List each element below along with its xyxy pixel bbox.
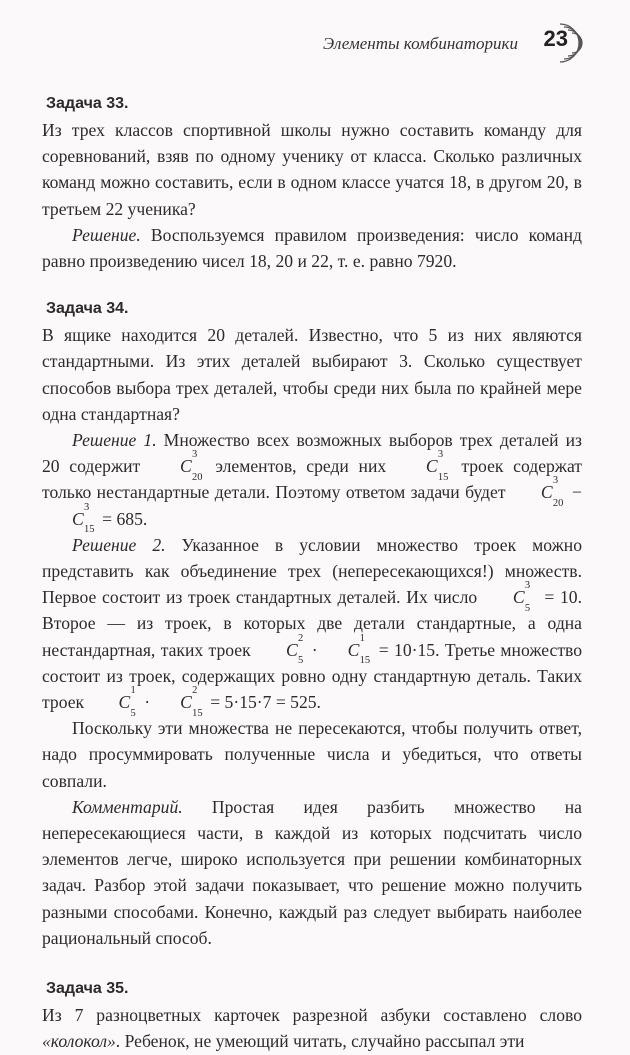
spacer [42, 951, 582, 977]
task-34-summary: Поскольку эти множества не пересекаются, чтобы получить ответ, надо просуммировать полученные числа и убедиться, что ответы совпали. [42, 718, 582, 791]
solution-label: Решение. [72, 224, 141, 245]
solution-1-label: Решение 1. [72, 430, 157, 451]
spacer [42, 274, 582, 297]
task-34-condition: В ящике находится 20 деталей. Известно, что 5 из них являются стандартными. Из этих деталей выбирают 3. Сколько существует способов выбора трех деталей, чтобы среди них была по крайней мере одна стандартная? [42, 325, 582, 424]
page-header [0, 18, 630, 68]
combination-c-15-1: C 1 15 [347, 632, 371, 667]
task-35-title: Задача 35. [46, 980, 129, 998]
concentric-rings-icon [558, 18, 600, 68]
combination-c-20-3-answer: C 3 20 [540, 475, 564, 510]
task-33-title: Задача 33. [46, 95, 129, 112]
page-content [42, 92, 582, 1055]
comment-label: Комментарий. [72, 796, 183, 817]
combination-c-20-3: C 3 20 [179, 449, 203, 483]
page-number: 23 [543, 26, 568, 51]
task-34-solution-2: Решение 2. Указанное в условии множество троек можно представить как объединение трех (непересекающихся!) множеств. Первое состоит из троек стандартных деталей. Их число C 3 5 = 10. Второе — из троек, в которых две детали стандартные, а одна нестандартная, таких троек C 2 5 · C 1 15 = 10·15. Третье множество состоит из троек, содержащих ровно одну стандартную деталь. Таких троек C 1 5 · C 2 15 = 5·15·7 = 525. [42, 534, 582, 719]
task-35-condition: Из 7 разноцветных карточек разрезной азбуки составлено слово «колокол». Ребенок, не умеющий читать, случайно рассыпал эти [42, 1005, 582, 1052]
combination-c-5-1: C 1 5 [118, 685, 136, 719]
task-34-comment: Комментарий. Простая идея разбить множество на непересекающиеся части, в каждой из которых подсчитать число элементов легче, широко используется при решении комбинаторных задач. Разбор этой задачи показывает, что решение можно получить разными способами. Конечно, каждый раз следует выбирать наиболее рациональный способ. [42, 796, 582, 948]
solution-2-label: Решение 2. [72, 534, 166, 555]
combination-c-15-3-answer: C 3 15 [72, 501, 95, 536]
combination-c-15-2: C 2 15 [180, 685, 203, 719]
task-34-title: Задача 34. [46, 300, 129, 318]
task-33-solution: Решение. Воспользуемся правилом произведения: число команд равно произведению чисел 18, 20 и 22, т. е. равно 7920. [42, 224, 582, 272]
task-33-condition: Из трех классов спортивной школы нужно составить команду для соревнований, взяв по одному ученику от класса. Сколько различных команд можно составить, если в одном классе учатся 18, в другом 20, в третьем 22 ученика? [42, 120, 582, 219]
word-kolokol: «колокол» [42, 1031, 116, 1052]
combination-c-5-2: C 2 5 [286, 632, 304, 667]
combination-c-15-3: C 3 15 [425, 449, 449, 483]
running-title: Элементы комбинаторики [322, 34, 518, 53]
combination-c-5-3: C 3 5 [512, 580, 531, 614]
task-34-solution-1: Решение 1. Множество всех возможных выборов трех деталей из 20 содержит C 3 20 элементов, среди них C 3 15 троек содержат только нестандартные детали. Поэтому ответом задачи будет C 3 20 − C 3 15 = 685. [42, 430, 582, 536]
